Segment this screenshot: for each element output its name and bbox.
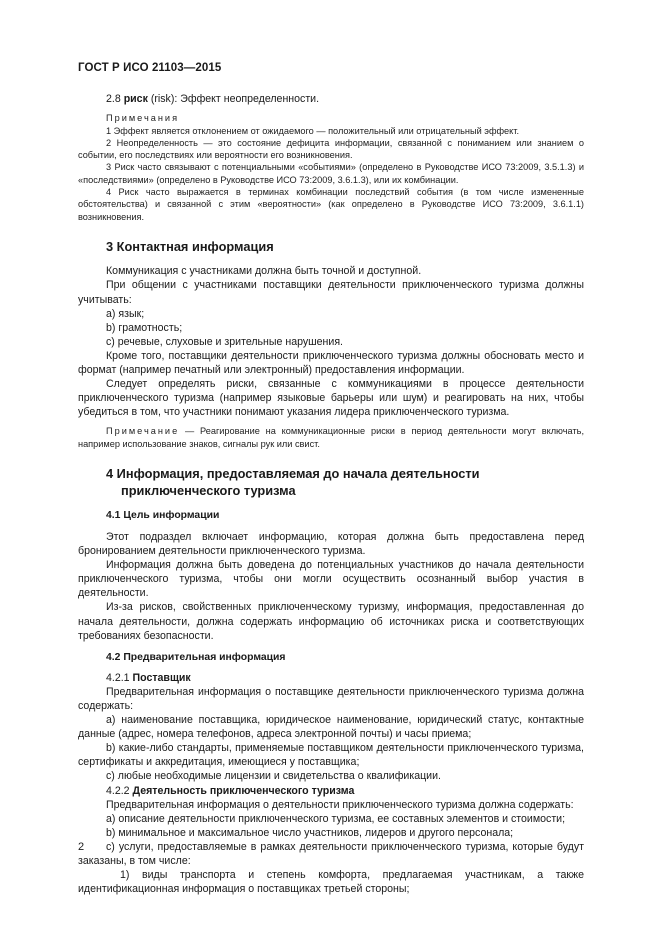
note-3: 3 Риск часто связывают с потенциальными «событиями» (определено в Руководстве ИСО 73:2009, 3.5.1.3) и «последствиями» (определено в Руководстве ИСО 73:2009, 3.6.1.3), или их комбинации. xyxy=(78,162,584,185)
note-1: 1 Эффект является отклонением от ожидаемого — положительный или отрицательный эффект. xyxy=(106,125,520,136)
list-item: a) описание деятельности приключенческого туризма, ее составных элементов и стоимости; xyxy=(106,812,566,825)
list-item: b) грамотность; xyxy=(106,321,183,334)
list-item: b) какие-либо стандарты, применяемые поставщиком деятельности приключенческого туризма, сертификаты и аккредитация, имеющиеся у поставщика; xyxy=(78,742,584,769)
list-item: a) язык; xyxy=(106,307,145,320)
subsection-title: Деятельность приключенческого туризма xyxy=(132,784,355,797)
note-text: — Реагирование на коммуникационные риски в период деятельности могут включать, например использование знаков, сигналы рук или свист. xyxy=(78,426,584,449)
notes-title: Примечания xyxy=(106,113,180,124)
section-3-paragraph: Коммуникация с участниками должна быть точной и доступной. xyxy=(106,265,422,278)
page-number: 2 xyxy=(78,841,85,853)
term-name: риск xyxy=(123,93,148,105)
section-4-heading-line-1: 4 Информация, предоставляемая до начала деятельности xyxy=(106,466,480,481)
section-4-2-1-paragraph: Предварительная информация о поставщике деятельности приключенческого туризма должна содержать: xyxy=(78,685,584,712)
subsection-number: 4.2.1 xyxy=(106,671,130,684)
section-4-1-paragraph: Этот подраздел включает информацию, которая должна быть предоставлена перед бронированием деятельности приключенческого туризма. xyxy=(78,531,584,558)
section-3-heading: 3 Контактная информация xyxy=(106,238,274,254)
section-4-2-2-heading xyxy=(78,784,584,798)
section-4-1-heading: 4.1 Цель информации xyxy=(106,510,220,521)
list-subitem: 1) виды транспорта и степень комфорта, предлагаемая участникам, а также идентификационная информация о поставщиках третьей стороны; xyxy=(78,869,584,896)
note-label: Примечание xyxy=(106,426,180,437)
section-3-paragraph: При общении с участниками поставщики деятельности приключенческого туризма должны учитывать: xyxy=(78,279,584,306)
term-number: 2.8 xyxy=(106,93,121,105)
section-4-1-paragraph: Из-за рисков, свойственных приключенческому туризму, информация, предоставленная до начала деятельности, должна содержать информацию об источниках риска и соответствующих требованиях безопасности. xyxy=(78,601,584,642)
list-item: a) наименование поставщика, юридическое наименование, юридический статус, контактные данные (адрес, номера телефонов, адреса электронной почты) и часы приема; xyxy=(78,714,584,741)
subsection-title: Поставщик xyxy=(132,671,191,684)
term-2-8 xyxy=(78,92,584,106)
section-4-1-paragraph: Информация должна быть доведена до потенциальных участников до начала деятельности приключенческого туризма, чтобы они могли осуществить осознанный выбор участия в деятельности. xyxy=(78,559,584,600)
note-2: 2 Неопределенность — это состояние дефицита информации, связанной с пониманием или знанием о событии, его последствиях или вероятности его возникновения. xyxy=(78,137,584,161)
section-3-paragraph: Кроме того, поставщики деятельности приключенческого туризма должны обосновать место и формат (например печатный или электронный) предоставления информации. xyxy=(78,349,584,377)
section-3-note xyxy=(78,425,584,450)
subsection-number: 4.2.2 xyxy=(106,784,130,797)
section-4-heading-line-2: приключенческого туризма xyxy=(121,482,296,498)
section-4-heading xyxy=(78,466,584,499)
page-content xyxy=(78,92,584,896)
section-4-2-1-heading xyxy=(78,671,584,685)
list-item: c) любые необходимые лицензии и свидетельства о квалификации. xyxy=(106,770,441,783)
list-item: b) минимальное и максимальное число участников, лидеров и другого персонала; xyxy=(106,826,514,839)
list-item: c) речевые, слуховые и зрительные нарушения. xyxy=(106,335,344,348)
section-3-paragraph: Следует определять риски, связанные с коммуникациями в процессе деятельности приключенческого туризма (например языковые барьеры или шум) и реагировать на них, чтобы убедиться в том, что участники понимают указания лидера приключенческого туризма. xyxy=(78,378,584,419)
term-definition: (risk): Эффект неопределенности. xyxy=(147,93,320,105)
document-header: ГОСТ Р ИСО 21103—2015 xyxy=(78,62,222,74)
list-item: c) услуги, предоставляемые в рамках деятельности приключенческого туризма, которые будут заказаны, в том числе: xyxy=(78,840,584,867)
section-4-2-heading: 4.2 Предварительная информация xyxy=(106,651,286,663)
section-4-2-2-paragraph: Предварительная информация о деятельности приключенческого туризма должна содержать: xyxy=(106,798,574,811)
note-4: 4 Риск часто выражается в терминах комбинации последствий события (в том числе измененные обстоятельства) и связанной с этим «вероятности» (как определено в Руководстве ИСО 73:2009, 3.6.1.1) возникновения. xyxy=(78,186,584,222)
